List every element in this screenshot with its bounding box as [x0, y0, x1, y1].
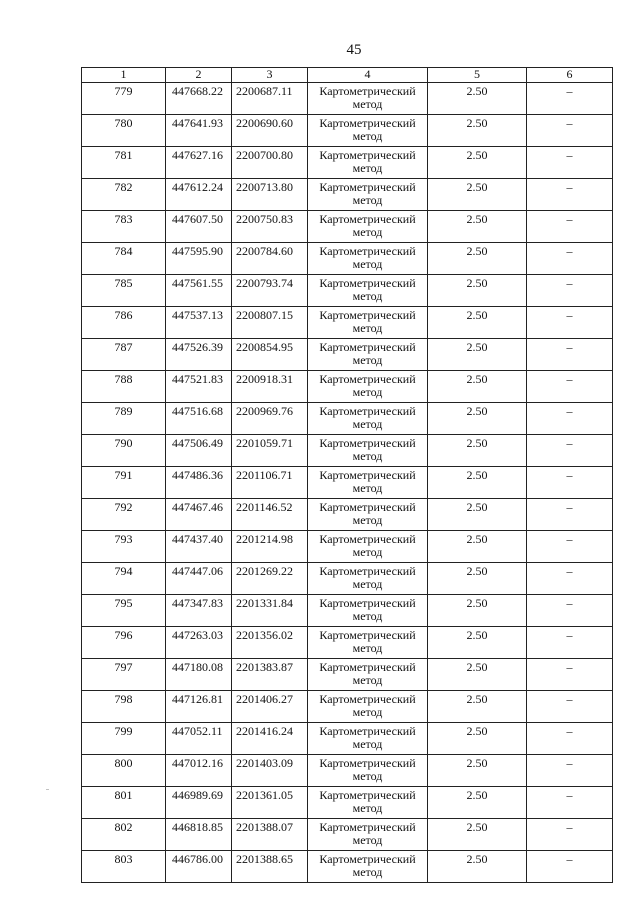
accuracy-cell: 2.50 — [428, 371, 527, 403]
note-cell: – — [527, 595, 613, 627]
accuracy-cell: 2.50 — [428, 691, 527, 723]
table-body — [82, 83, 613, 883]
note-cell: – — [527, 243, 613, 275]
method-line-2: метод — [352, 385, 383, 399]
method-line-1: Картометрический — [319, 180, 416, 194]
method-line-1: Картометрический — [319, 788, 416, 802]
method-line-1: Картометрический — [319, 308, 416, 322]
method-cell — [308, 595, 428, 627]
column-header-2: 2 — [166, 68, 232, 83]
point-number-cell: 786 — [82, 307, 166, 339]
y-coordinate-cell: 2201416.24 — [232, 723, 308, 755]
y-coordinate-cell: 2200713.80 — [232, 179, 308, 211]
point-number-cell: 799 — [82, 723, 166, 755]
method-line-2: метод — [352, 417, 383, 431]
note-cell: – — [527, 531, 613, 563]
accuracy-cell: 2.50 — [428, 531, 527, 563]
note-cell: – — [527, 627, 613, 659]
method-cell — [308, 179, 428, 211]
point-number-cell: 793 — [82, 531, 166, 563]
x-coordinate-cell: 447347.83 — [166, 595, 232, 627]
point-number-cell: 780 — [82, 115, 166, 147]
coordinates-table — [81, 67, 613, 883]
y-coordinate-cell: 2200784.60 — [232, 243, 308, 275]
x-coordinate-cell: 447595.90 — [166, 243, 232, 275]
method-line-2: метод — [352, 449, 383, 463]
y-coordinate-cell: 2201361.05 — [232, 787, 308, 819]
y-coordinate-cell: 2200918.31 — [232, 371, 308, 403]
table-row — [82, 179, 613, 211]
method-line-2: метод — [352, 481, 383, 495]
method-line-2: метод — [352, 833, 383, 847]
method-cell — [308, 627, 428, 659]
method-line-1: Картометрический — [319, 532, 416, 546]
method-cell — [308, 691, 428, 723]
method-line-1: Картометрический — [319, 724, 416, 738]
method-line-2: метод — [352, 97, 383, 111]
table-row — [82, 115, 613, 147]
method-line-2: метод — [352, 545, 383, 559]
x-coordinate-cell: 447126.81 — [166, 691, 232, 723]
point-number-cell: 787 — [82, 339, 166, 371]
method-cell — [308, 115, 428, 147]
method-cell — [308, 755, 428, 787]
method-line-1: Картометрический — [319, 372, 416, 386]
y-coordinate-cell: 2201106.71 — [232, 467, 308, 499]
method-cell — [308, 563, 428, 595]
accuracy-cell: 2.50 — [428, 595, 527, 627]
accuracy-cell: 2.50 — [428, 659, 527, 691]
table-row — [82, 147, 613, 179]
method-cell — [308, 435, 428, 467]
note-cell: – — [527, 563, 613, 595]
method-cell — [308, 403, 428, 435]
method-line-2: метод — [352, 129, 383, 143]
y-coordinate-cell: 2201269.22 — [232, 563, 308, 595]
method-cell — [308, 723, 428, 755]
y-coordinate-cell: 2200854.95 — [232, 339, 308, 371]
method-line-1: Картометрический — [319, 116, 416, 130]
accuracy-cell: 2.50 — [428, 83, 527, 115]
note-cell: – — [527, 499, 613, 531]
y-coordinate-cell: 2200969.76 — [232, 403, 308, 435]
point-number-cell: 784 — [82, 243, 166, 275]
table-row — [82, 627, 613, 659]
accuracy-cell: 2.50 — [428, 627, 527, 659]
y-coordinate-cell: 2201403.09 — [232, 755, 308, 787]
note-cell: – — [527, 83, 613, 115]
method-line-2: метод — [352, 193, 383, 207]
table-row — [82, 467, 613, 499]
method-line-2: метод — [352, 641, 383, 655]
table-row — [82, 243, 613, 275]
method-line-2: метод — [352, 801, 383, 815]
x-coordinate-cell: 446818.85 — [166, 819, 232, 851]
table-row — [82, 275, 613, 307]
note-cell: – — [527, 787, 613, 819]
note-cell: – — [527, 851, 613, 883]
x-coordinate-cell: 447641.93 — [166, 115, 232, 147]
accuracy-cell: 2.50 — [428, 563, 527, 595]
method-line-1: Картометрический — [319, 628, 416, 642]
point-number-cell: 803 — [82, 851, 166, 883]
accuracy-cell: 2.50 — [428, 147, 527, 179]
x-coordinate-cell: 447607.50 — [166, 211, 232, 243]
table-row — [82, 691, 613, 723]
y-coordinate-cell: 2201388.65 — [232, 851, 308, 883]
table-row — [82, 787, 613, 819]
accuracy-cell: 2.50 — [428, 499, 527, 531]
y-coordinate-cell: 2200750.83 — [232, 211, 308, 243]
method-line-2: метод — [352, 737, 383, 751]
accuracy-cell: 2.50 — [428, 211, 527, 243]
method-cell — [308, 851, 428, 883]
method-line-1: Картометрический — [319, 820, 416, 834]
table-row — [82, 403, 613, 435]
table-row — [82, 659, 613, 691]
method-line-2: метод — [352, 513, 383, 527]
method-cell — [308, 659, 428, 691]
note-cell: – — [527, 371, 613, 403]
y-coordinate-cell: 2201388.07 — [232, 819, 308, 851]
method-cell — [308, 83, 428, 115]
x-coordinate-cell: 447668.22 — [166, 83, 232, 115]
method-cell — [308, 787, 428, 819]
note-cell: – — [527, 691, 613, 723]
x-coordinate-cell: 447486.36 — [166, 467, 232, 499]
method-line-2: метод — [352, 865, 383, 879]
y-coordinate-cell: 2200807.15 — [232, 307, 308, 339]
method-line-1: Картометрический — [319, 340, 416, 354]
x-coordinate-cell: 447447.06 — [166, 563, 232, 595]
y-coordinate-cell: 2201383.87 — [232, 659, 308, 691]
note-cell: – — [527, 659, 613, 691]
table-row — [82, 851, 613, 883]
x-coordinate-cell: 447521.83 — [166, 371, 232, 403]
point-number-cell: 797 — [82, 659, 166, 691]
method-line-2: метод — [352, 225, 383, 239]
point-number-cell: 790 — [82, 435, 166, 467]
method-line-2: метод — [352, 257, 383, 271]
point-number-cell: 800 — [82, 755, 166, 787]
table-row — [82, 435, 613, 467]
note-cell: – — [527, 403, 613, 435]
table-row — [82, 595, 613, 627]
table-row — [82, 723, 613, 755]
accuracy-cell: 2.50 — [428, 115, 527, 147]
table-row — [82, 531, 613, 563]
method-line-2: метод — [352, 289, 383, 303]
point-number-cell: 789 — [82, 403, 166, 435]
method-line-1: Картометрический — [319, 468, 416, 482]
y-coordinate-cell: 2201331.84 — [232, 595, 308, 627]
method-line-1: Картометрический — [319, 596, 416, 610]
x-coordinate-cell: 446989.69 — [166, 787, 232, 819]
point-number-cell: 802 — [82, 819, 166, 851]
method-line-1: Картометрический — [319, 404, 416, 418]
x-coordinate-cell: 447052.11 — [166, 723, 232, 755]
method-cell — [308, 819, 428, 851]
column-header-6: 6 — [527, 68, 613, 83]
accuracy-cell: 2.50 — [428, 339, 527, 371]
note-cell: – — [527, 467, 613, 499]
method-line-1: Картометрический — [319, 212, 416, 226]
y-coordinate-cell: 2201406.27 — [232, 691, 308, 723]
method-cell — [308, 499, 428, 531]
point-number-cell: 791 — [82, 467, 166, 499]
method-line-1: Картометрический — [319, 564, 416, 578]
point-number-cell: 779 — [82, 83, 166, 115]
method-line-1: Картометрический — [319, 660, 416, 674]
table-row — [82, 83, 613, 115]
table-header — [82, 68, 613, 83]
table-row — [82, 755, 613, 787]
x-coordinate-cell: 447506.49 — [166, 435, 232, 467]
accuracy-cell: 2.50 — [428, 851, 527, 883]
method-cell — [308, 371, 428, 403]
accuracy-cell: 2.50 — [428, 179, 527, 211]
note-cell: – — [527, 723, 613, 755]
point-number-cell: 798 — [82, 691, 166, 723]
method-line-1: Картометрический — [319, 692, 416, 706]
table-row — [82, 307, 613, 339]
method-line-2: метод — [352, 769, 383, 783]
method-line-1: Картометрический — [319, 244, 416, 258]
column-header-3: 3 — [232, 68, 308, 83]
method-line-1: Картометрический — [319, 84, 416, 98]
point-number-cell: 801 — [82, 787, 166, 819]
method-line-2: метод — [352, 577, 383, 591]
x-coordinate-cell: 447263.03 — [166, 627, 232, 659]
method-cell — [308, 211, 428, 243]
method-line-1: Картометрический — [319, 500, 416, 514]
accuracy-cell: 2.50 — [428, 275, 527, 307]
accuracy-cell: 2.50 — [428, 435, 527, 467]
note-cell: – — [527, 211, 613, 243]
note-cell: – — [527, 339, 613, 371]
note-cell: – — [527, 275, 613, 307]
method-line-1: Картометрический — [319, 756, 416, 770]
point-number-cell: 796 — [82, 627, 166, 659]
method-line-2: метод — [352, 161, 383, 175]
method-cell — [308, 307, 428, 339]
accuracy-cell: 2.50 — [428, 723, 527, 755]
method-cell — [308, 147, 428, 179]
y-coordinate-cell: 2200687.11 — [232, 83, 308, 115]
method-line-1: Картометрический — [319, 436, 416, 450]
point-number-cell: 788 — [82, 371, 166, 403]
method-cell — [308, 531, 428, 563]
note-cell: – — [527, 179, 613, 211]
x-coordinate-cell: 447627.16 — [166, 147, 232, 179]
y-coordinate-cell: 2200793.74 — [232, 275, 308, 307]
y-coordinate-cell: 2201146.52 — [232, 499, 308, 531]
note-cell: – — [527, 307, 613, 339]
accuracy-cell: 2.50 — [428, 403, 527, 435]
method-line-1: Картометрический — [319, 148, 416, 162]
header-row — [82, 68, 613, 83]
y-coordinate-cell: 2201059.71 — [232, 435, 308, 467]
y-coordinate-cell: 2200690.60 — [232, 115, 308, 147]
method-cell — [308, 243, 428, 275]
accuracy-cell: 2.50 — [428, 755, 527, 787]
method-line-2: метод — [352, 321, 383, 335]
table-row — [82, 211, 613, 243]
scan-artifact — [46, 789, 49, 790]
note-cell: – — [527, 147, 613, 179]
note-cell: – — [527, 819, 613, 851]
method-cell — [308, 339, 428, 371]
x-coordinate-cell: 446786.00 — [166, 851, 232, 883]
accuracy-cell: 2.50 — [428, 307, 527, 339]
point-number-cell: 782 — [82, 179, 166, 211]
column-header-5: 5 — [428, 68, 527, 83]
method-line-2: метод — [352, 353, 383, 367]
x-coordinate-cell: 447467.46 — [166, 499, 232, 531]
y-coordinate-cell: 2200700.80 — [232, 147, 308, 179]
point-number-cell: 794 — [82, 563, 166, 595]
accuracy-cell: 2.50 — [428, 819, 527, 851]
table-row — [82, 499, 613, 531]
x-coordinate-cell: 447526.39 — [166, 339, 232, 371]
point-number-cell: 781 — [82, 147, 166, 179]
method-cell — [308, 275, 428, 307]
method-line-2: метод — [352, 673, 383, 687]
table-row — [82, 371, 613, 403]
point-number-cell: 792 — [82, 499, 166, 531]
accuracy-cell: 2.50 — [428, 243, 527, 275]
table-row — [82, 339, 613, 371]
accuracy-cell: 2.50 — [428, 467, 527, 499]
x-coordinate-cell: 447537.13 — [166, 307, 232, 339]
note-cell: – — [527, 435, 613, 467]
method-line-1: Картометрический — [319, 276, 416, 290]
point-number-cell: 785 — [82, 275, 166, 307]
x-coordinate-cell: 447180.08 — [166, 659, 232, 691]
x-coordinate-cell: 447012.16 — [166, 755, 232, 787]
x-coordinate-cell: 447516.68 — [166, 403, 232, 435]
point-number-cell: 795 — [82, 595, 166, 627]
table-row — [82, 819, 613, 851]
y-coordinate-cell: 2201356.02 — [232, 627, 308, 659]
note-cell: – — [527, 115, 613, 147]
column-header-1: 1 — [82, 68, 166, 83]
x-coordinate-cell: 447612.24 — [166, 179, 232, 211]
column-header-4: 4 — [308, 68, 428, 83]
method-cell — [308, 467, 428, 499]
page-number: 45 — [346, 42, 362, 58]
method-line-1: Картометрический — [319, 852, 416, 866]
x-coordinate-cell: 447561.55 — [166, 275, 232, 307]
y-coordinate-cell: 2201214.98 — [232, 531, 308, 563]
method-line-2: метод — [352, 609, 383, 623]
accuracy-cell: 2.50 — [428, 787, 527, 819]
method-line-2: метод — [352, 705, 383, 719]
point-number-cell: 783 — [82, 211, 166, 243]
x-coordinate-cell: 447437.40 — [166, 531, 232, 563]
note-cell: – — [527, 755, 613, 787]
table-row — [82, 563, 613, 595]
